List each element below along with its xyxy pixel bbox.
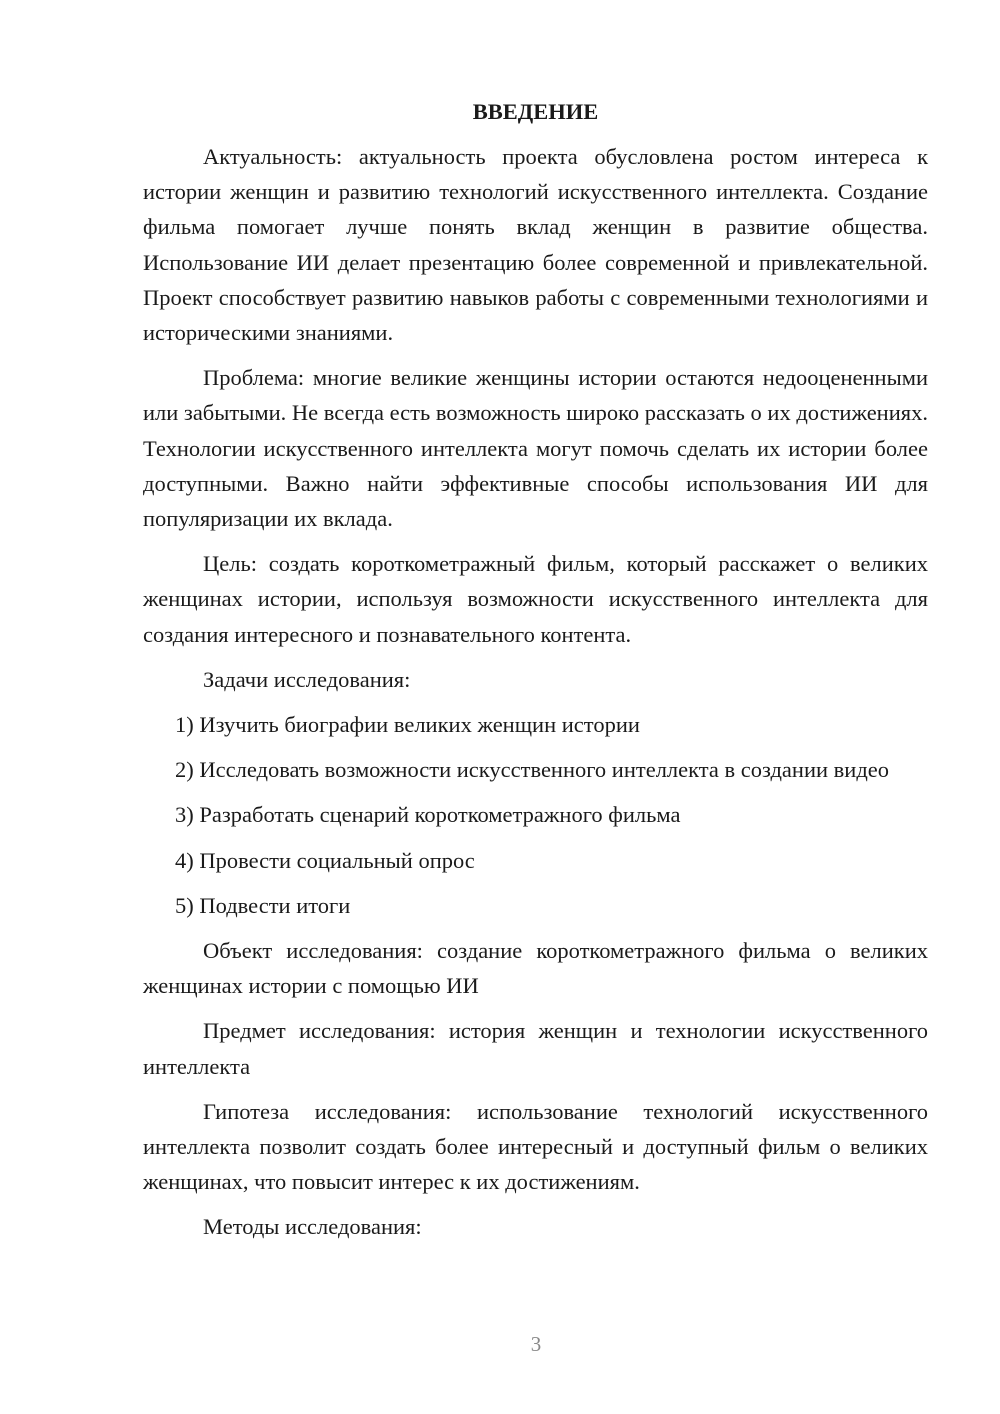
task-item-2: 2) Исследовать возможности искусственного интеллекта в создании видео: [175, 757, 890, 783]
hypothesis-paragraph: Гипотеза исследования: использование технологий искусственного интеллекта позволит создать более интересный и доступный фильм о великих женщинах, что повысит интерес к их достижениям.: [143, 1098, 928, 1195]
problem-paragraph: Проблема: многие великие женщины истории остаются недооцененными или забытыми. Не всегда есть возможность широко рассказать о их достижениях. Технологии искусственного интеллекта могут помочь сделать их истории более доступными. Важно найти эффективные способы использования ИИ для популяризации их вклада.: [143, 365, 928, 532]
tasks-heading: Задачи исследования:: [203, 666, 411, 692]
page-number: 3: [530, 1332, 542, 1356]
object-paragraph: Объект исследования: создание короткометражного фильма о великих женщинах истории с помощью ИИ: [143, 938, 928, 999]
methods-heading: Методы исследования:: [203, 1214, 422, 1240]
section-title: ВВЕДЕНИЕ: [472, 99, 599, 124]
relevance-paragraph: Актуальность: актуальность проекта обусловлена ростом интереса к истории женщин и развитию технологий искусственного интеллекта. Создание фильма помогает лучше понять вклад женщин в развитие общества. Использование ИИ делает презентацию более современной и привлекательной. Проект способствует развитию навыков работы с современными технологиями и историческими знаниями.: [143, 144, 928, 346]
task-item-5: 5) Подвести итоги: [175, 892, 351, 918]
goal-paragraph: Цель: создать короткометражный фильм, который расскажет о великих женщинах истории, используя возможности искусственного интеллекта для создания интересного и познавательного контента.: [143, 551, 928, 647]
task-item-4: 4) Провести социальный опрос: [175, 847, 475, 873]
task-item-3: 3) Разработать сценарий короткометражного фильма: [175, 802, 681, 828]
page-content: [143, 94, 928, 1255]
task-item-1: 1) Изучить биографии великих женщин истории: [175, 712, 640, 738]
subject-paragraph: Предмет исследования: история женщин и технологии искусственного интеллекта: [143, 1018, 928, 1079]
